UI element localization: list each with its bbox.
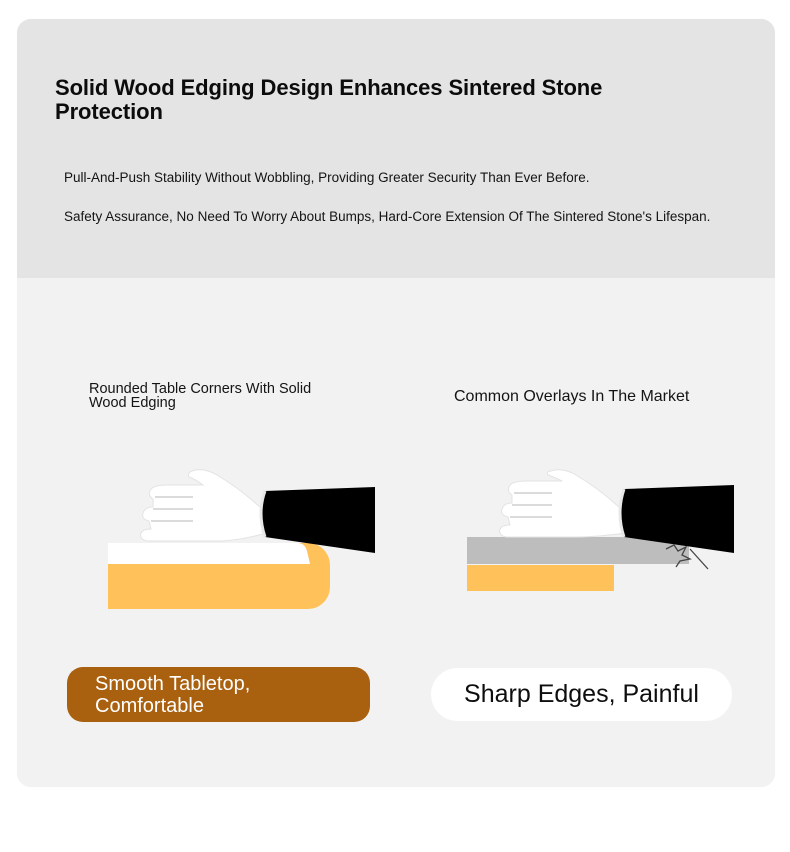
header-panel: [17, 19, 775, 278]
verdict-text-painful: Sharp Edges, Painful: [464, 680, 699, 708]
feature-description-safety: Safety Assurance, No Need To Worry About Bumps, Hard-Core Extension Of The Sintered Stone's Lifespan.: [64, 209, 711, 224]
feature-description-stability: Pull-And-Push Stability Without Wobbling, Providing Greater Security Than Ever Before.: [64, 170, 590, 185]
verdict-badge-comfortable: [67, 667, 370, 722]
hand-on-rounded-wood-edge-icon: [107, 463, 377, 613]
page-title: Solid Wood Edging Design Enhances Sintered Stone Protection: [55, 75, 603, 124]
verdict-badge-painful: [431, 668, 732, 721]
product-feature-card: [17, 19, 775, 787]
verdict-text-comfortable: Smooth Tabletop, Comfortable: [95, 673, 251, 717]
comparison-label-common-overlay: Common Overlays In The Market: [454, 388, 690, 405]
comparison-label-solid-wood: Rounded Table Corners With Solid Wood Edging: [89, 381, 312, 411]
hand-on-sharp-edge-icon: [466, 463, 736, 613]
